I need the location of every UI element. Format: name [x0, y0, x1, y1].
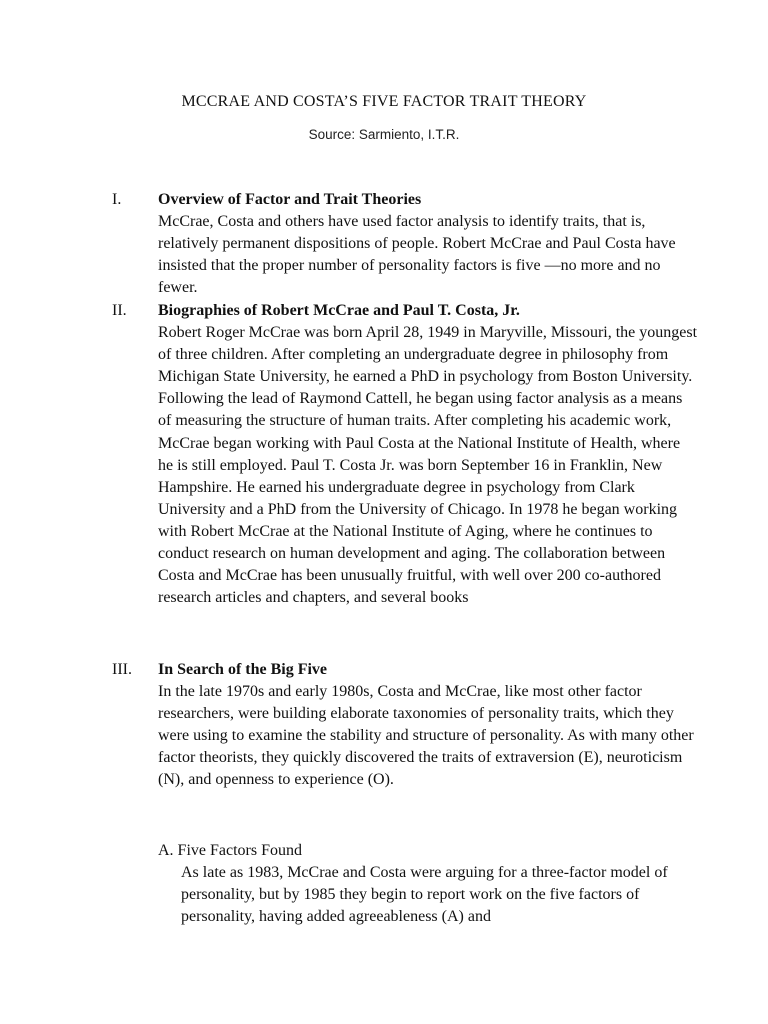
section-number: II. [112, 302, 127, 319]
section-paragraph: McCrae, Costa and others have used factor analysis to identify traits, that is, relatively permanent dispositions of people. Robert McCrae and Paul Costa have insisted that the proper number of personality factors is five —no more and no fewer. [158, 213, 676, 297]
document-source: Source: Sarmiento, I.T.R. [308, 127, 460, 142]
subsection-heading: A. Five Factors Found [158, 842, 302, 859]
section-heading: Overview of Factor and Trait Theories [158, 191, 422, 208]
section-paragraph: In the late 1970s and early 1980s, Costa and McCrae, like most other factor researchers, were building elaborate taxonomies of personality traits, which they were using to examine the stability and structure of personality. As with many other factor theorists, they quickly discovered the traits of extraversion (E), neuroticism (N), and openness to experience (O). [158, 683, 694, 789]
section-paragraph: Robert Roger McCrae was born April 28, 1949 in Maryville, Missouri, the youngest of three children. After completing an undergraduate degree in philosophy from Michigan State University, he earned a PhD in psychology from Boston University. Following the lead of Raymond Cattell, he began using factor analysis as a means of measuring the structure of human traits. After completing his academic work, McCrae began working with Paul Costa at the National Institute of Health, where he is still employed. Paul T. Costa Jr. was born September 16 in Franklin, New Hampshire. He earned his undergraduate degree in psychology from Clark University and a PhD from the University of Chicago. In 1978 he began working with Robert McCrae at the National Institute of Aging, where he continues to conduct research on human development and aging. The collaboration between Costa and McCrae has been unusually fruitful, with well over 200 co-authored research articles and chapters, and several books [158, 324, 698, 607]
section-heading: Biographies of Robert McCrae and Paul T. Costa, Jr. [158, 302, 520, 319]
subsection-paragraph: As late as 1983, McCrae and Costa were arguing for a three-factor model of personality, but by 1985 they begin to report work on the five factors of personality, having added agreeableness (A) and [181, 864, 668, 926]
section-big-five [158, 659, 698, 792]
section-overview [158, 189, 698, 299]
section-number: III. [112, 661, 132, 678]
section-heading: In Search of the Big Five [158, 661, 328, 678]
section-number: I. [112, 191, 122, 208]
document-title: MCCRAE AND COSTA’S FIVE FACTOR TRAIT THEORY [181, 93, 587, 110]
section-biographies [158, 300, 698, 609]
